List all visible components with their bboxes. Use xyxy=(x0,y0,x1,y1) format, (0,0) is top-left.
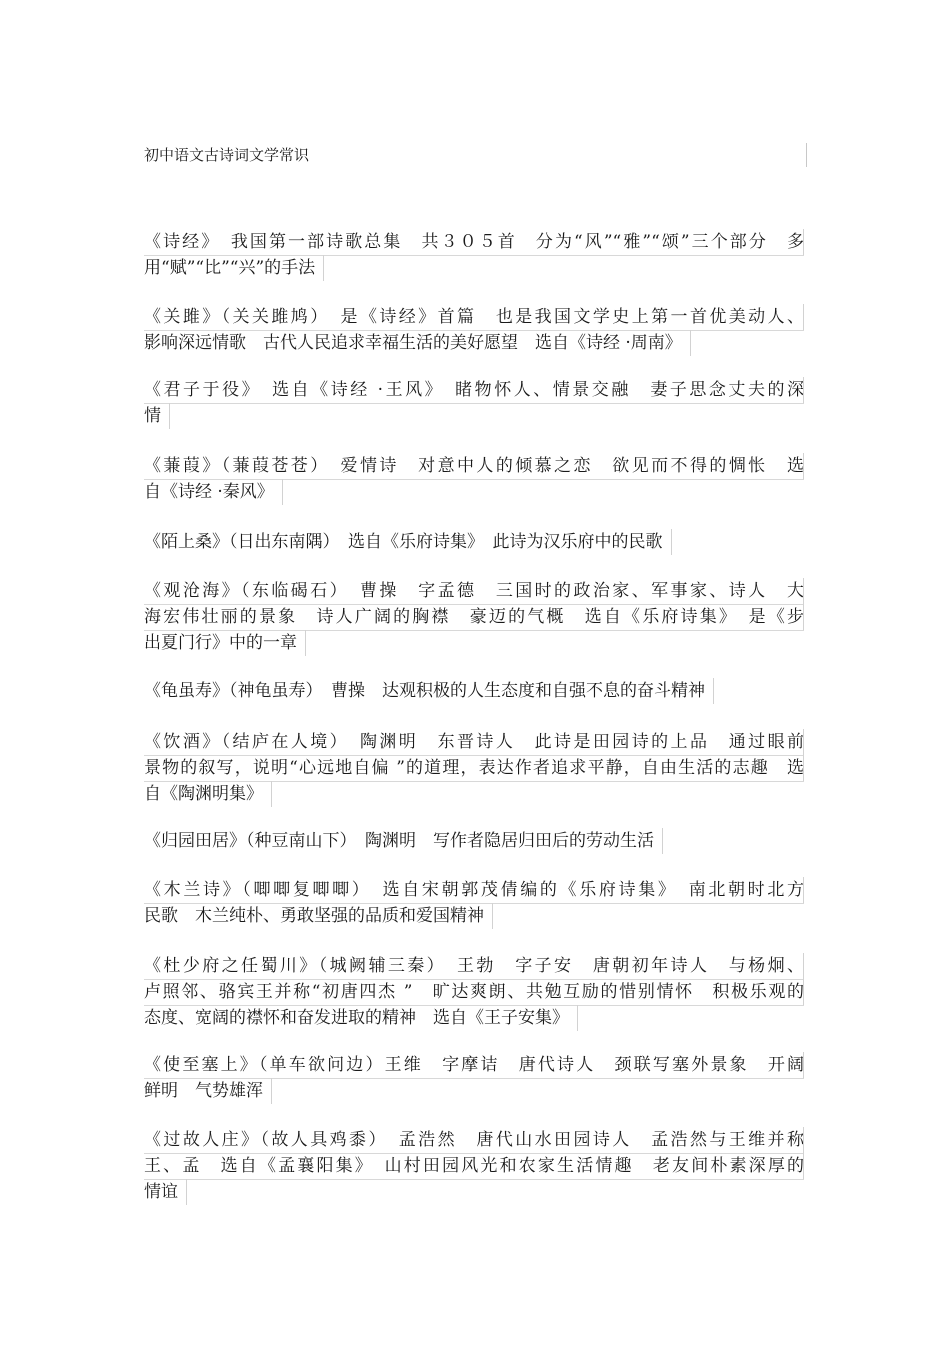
entry-block xyxy=(144,678,804,704)
entry-line: 《君子于役》 选自《诗经 ·王风》 睹物怀人、情景交融 妻子思念丈夫的深 xyxy=(144,377,804,404)
entry-line: 《诗经》 我国第一部诗歌总集 共３０５首 分为“风”“雅”“颂”三个部分 多 xyxy=(144,229,804,256)
entry-block xyxy=(144,304,804,356)
entry-line: 鲜明 气势雄浑 xyxy=(144,1078,272,1104)
entry-block xyxy=(144,578,804,656)
entry-line: 情谊 xyxy=(144,1179,187,1205)
entry-line: 《观沧海》（东临碣石） 曹操 字孟德 三国时的政治家、军事家、诗人 大 xyxy=(144,578,804,605)
entry-block xyxy=(144,1052,804,1104)
entry-line: 王、孟 选自《孟襄阳集》 山村田园风光和农家生活情趣 老友间朴素深厚的 xyxy=(144,1153,804,1180)
entry-line: 出夏门行》中的一章 xyxy=(144,630,306,656)
entry-line: 《归园田居》（种豆南山下） 陶渊明 写作者隐居归田后的劳动生活 xyxy=(144,828,663,854)
entry-line: 情 xyxy=(144,403,170,429)
entry-line: 海宏伟壮丽的景象 诗人广阔的胸襟 豪迈的气概 选自《乐府诗集》 是《步 xyxy=(144,604,804,631)
entry-line: 《使至塞上》（单车欲问边）王维 字摩诘 唐代诗人 颈联写塞外景象 开阔 xyxy=(144,1052,804,1079)
entry-line: 民歌 木兰纯朴、勇敢坚强的品质和爱国精神 xyxy=(144,903,493,929)
entry-line: 态度、宽阔的襟怀和奋发进取的精神 选自《王子安集》 xyxy=(144,1005,578,1031)
entry-block xyxy=(144,877,804,929)
title-divider xyxy=(806,143,807,167)
entry-block xyxy=(144,828,804,854)
entry-line: 《饮酒》（结庐在人境） 陶渊明 东晋诗人 此诗是田园诗的上品 通过眼前 xyxy=(144,729,804,756)
entry-block xyxy=(144,229,804,281)
entry-line: 自《诗经 ·秦风》 xyxy=(144,479,283,505)
entry-block xyxy=(144,453,804,505)
entry-line: 《杜少府之任蜀川》（城阙辅三秦） 王勃 字子安 唐朝初年诗人 与杨炯、 xyxy=(144,953,804,980)
entry-line: 《关雎》（关关雎鸠） 是《诗经》首篇 也是我国文学史上第一首优美动人、 xyxy=(144,304,804,331)
entry-line: 景物的叙写，说明“心远地自偏 ”的道理，表达作者追求平静，自由生活的志趣 选 xyxy=(144,755,804,782)
entry-line: 《蒹葭》（蒹葭苍苍） 爱情诗 对意中人的倾慕之恋 欲见而不得的惆怅 选 xyxy=(144,453,804,480)
entry-block xyxy=(144,529,804,555)
entry-line: 《木兰诗》（唧唧复唧唧） 选自宋朝郭茂倩编的《乐府诗集》 南北朝时北方 xyxy=(144,877,804,904)
entry-line: 用“赋”“比”“兴”的手法 xyxy=(144,255,324,281)
entry-line: 《陌上桑》（日出东南隅） 选自《乐府诗集》 此诗为汉乐府中的民歌 xyxy=(144,529,672,555)
entry-block xyxy=(144,1127,804,1205)
entry-line: 影响深远情歌 古代人民追求幸福生活的美好愿望 选自《诗经 ·周南》 xyxy=(144,330,691,356)
entry-line: 卢照邻、骆宾王并称“初唐四杰 ” 旷达爽朗、共勉互励的惜别情怀 积极乐观的 xyxy=(144,979,804,1006)
entry-block xyxy=(144,953,804,1031)
entry-line: 自《陶渊明集》 xyxy=(144,781,272,807)
entry-line: 《龟虽寿》（神龟虽寿） 曹操 达观积极的人生态度和自强不息的奋斗精神 xyxy=(144,678,714,704)
document-title: 初中语文古诗词文学常识 xyxy=(144,146,310,164)
entry-block xyxy=(144,377,804,429)
entry-block xyxy=(144,729,804,807)
entry-line: 《过故人庄》（故人具鸡黍） 孟浩然 唐代山水田园诗人 孟浩然与王维并称 xyxy=(144,1127,804,1154)
